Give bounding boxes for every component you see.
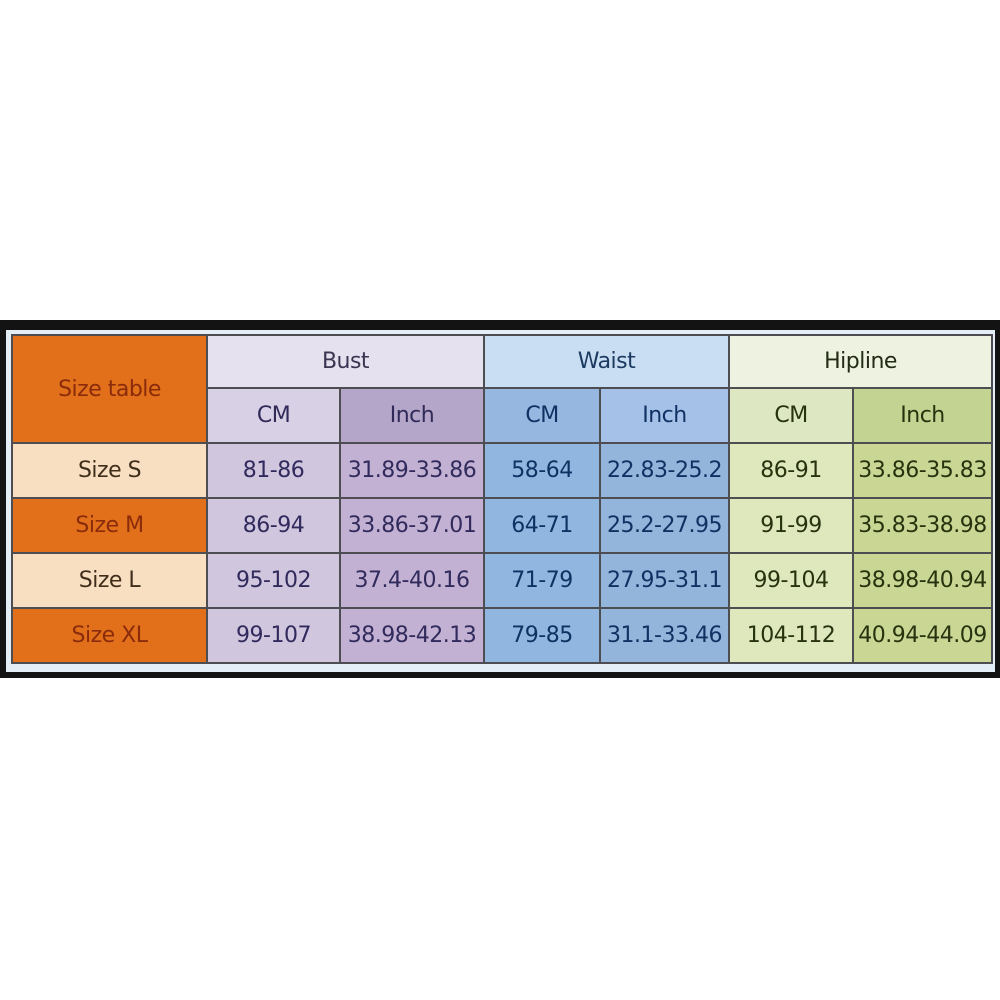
table-cell: 31.89-33.86: [340, 443, 484, 498]
table-cell: 95-102: [207, 553, 340, 608]
table-cell: 40.94-44.09: [853, 608, 992, 663]
group-header-waist: Waist: [484, 335, 729, 388]
row-label-size-s: Size S: [12, 443, 207, 498]
unit-header-hipline-cm: CM: [729, 388, 853, 443]
size-table: [11, 334, 993, 664]
table-cell: 38.98-40.94: [853, 553, 992, 608]
table-cell: 81-86: [207, 443, 340, 498]
table-cell: 86-94: [207, 498, 340, 553]
corner-cell-size-table: Size table: [12, 335, 207, 443]
table-cell: 79-85: [484, 608, 600, 663]
table-cell: 27.95-31.1: [600, 553, 729, 608]
table-cell: 58-64: [484, 443, 600, 498]
table-cell: 25.2-27.95: [600, 498, 729, 553]
unit-header-waist-cm: CM: [484, 388, 600, 443]
table-cell: 86-91: [729, 443, 853, 498]
table-cell: 99-107: [207, 608, 340, 663]
table-cell: 71-79: [484, 553, 600, 608]
table-row-size-l: [12, 553, 992, 608]
table-cell: 37.4-40.16: [340, 553, 484, 608]
table-row-size-s: [12, 443, 992, 498]
group-header-row: [12, 335, 992, 388]
unit-header-bust-cm: CM: [207, 388, 340, 443]
table-cell: 99-104: [729, 553, 853, 608]
table-cell: 33.86-37.01: [340, 498, 484, 553]
table-row-size-m: [12, 498, 992, 553]
table-cell: 31.1-33.46: [600, 608, 729, 663]
unit-header-hipline-inch: Inch: [853, 388, 992, 443]
table-row-size-xl: [12, 608, 992, 663]
table-cell: 35.83-38.98: [853, 498, 992, 553]
table-cell: 33.86-35.83: [853, 443, 992, 498]
table-cell: 64-71: [484, 498, 600, 553]
unit-header-waist-inch: Inch: [600, 388, 729, 443]
unit-header-bust-inch: Inch: [340, 388, 484, 443]
table-cell: 104-112: [729, 608, 853, 663]
table-cell: 38.98-42.13: [340, 608, 484, 663]
group-header-hipline: Hipline: [729, 335, 992, 388]
group-header-bust: Bust: [207, 335, 484, 388]
table-cell: 91-99: [729, 498, 853, 553]
row-label-size-m: Size M: [12, 498, 207, 553]
table-frame-border: [0, 320, 1000, 678]
row-label-size-xl: Size XL: [12, 608, 207, 663]
table-cell: 22.83-25.2: [600, 443, 729, 498]
row-label-size-l: Size L: [12, 553, 207, 608]
